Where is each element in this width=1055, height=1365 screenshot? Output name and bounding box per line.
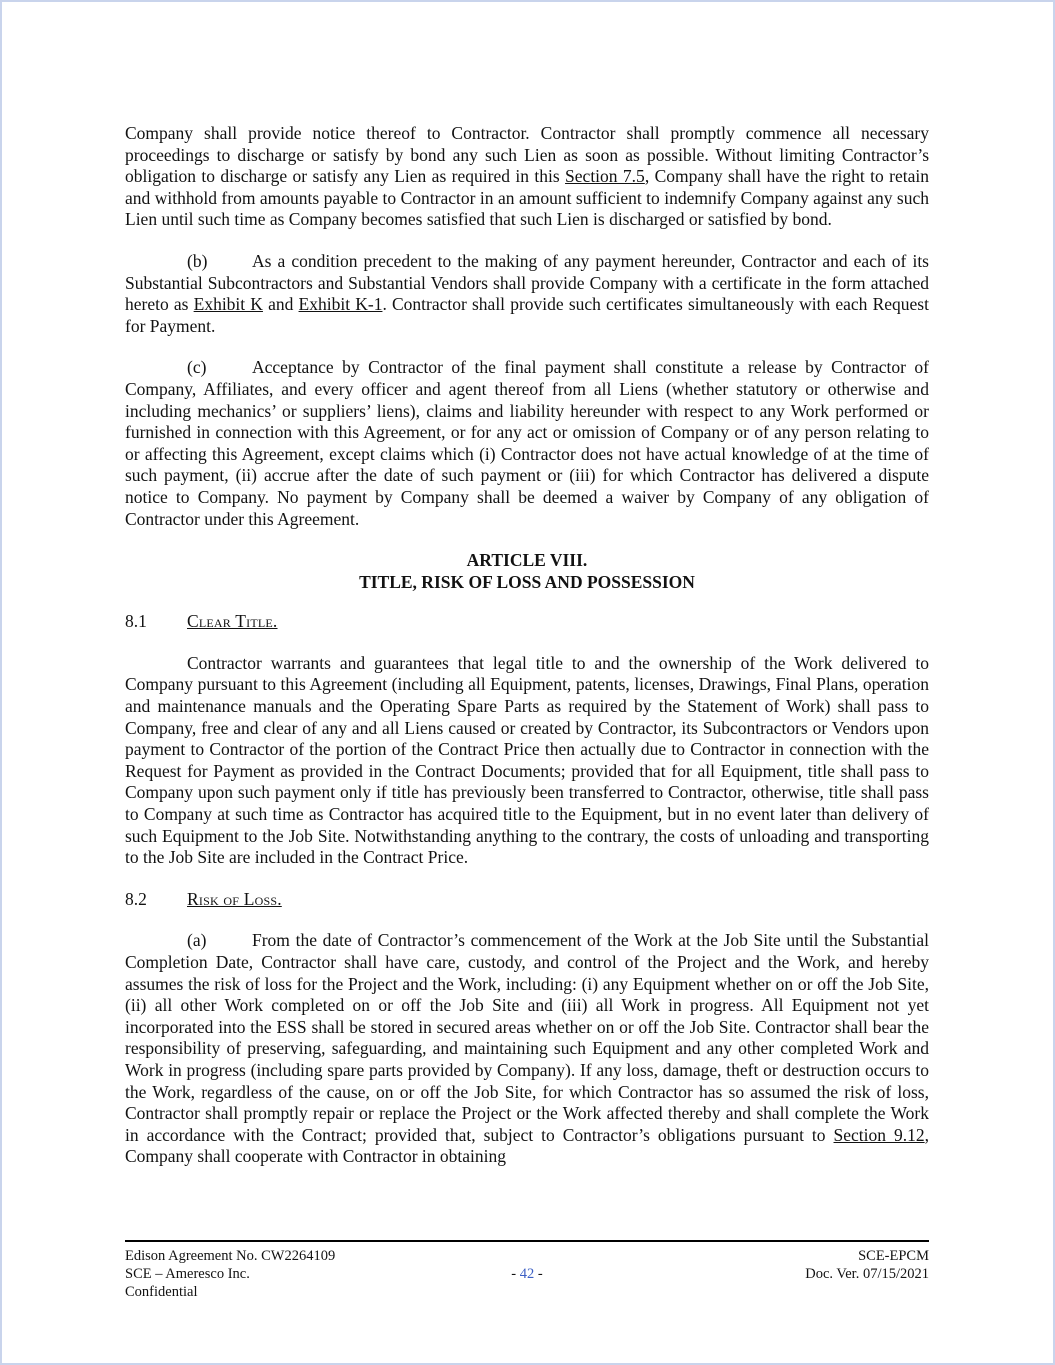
body-text: Company shall provide notice thereof to Contractor. Contractor shall promptly commence all necessary proceedings to discharge or satisfy by bond any such Lien as soon as possible. Without limiting Contractor’s obligation to discharge or satisfy any Lien as required in this xyxy=(125,123,929,187)
section-number: 8.1 xyxy=(125,611,147,632)
body-text: , Company shall cooperate with Contractor in obtaining xyxy=(125,1124,929,1167)
page-number-dash: - xyxy=(534,1266,543,1282)
agreement-number: Edison Agreement No. CW2264109 xyxy=(125,1248,336,1264)
doc-version: Doc. Ver. 07/15/2021 xyxy=(805,1266,929,1282)
confidential-label: Confidential xyxy=(125,1284,198,1300)
body-text: Acceptance by Contractor of the final payment shall constitute a release by Contractor of Company, Affiliates, and every officer and agent thereof from all Liens (whether statutory or otherwise and including mechanics’ or suppliers’ liens), claims and liability hereunder with respect to any Work performed or furnished in connection with this Agreement, or for any act or omission of Company or of any person relating to or affecting this Agreement, except claims which (i) Contractor does not have actual knowledge of at the time of such payment, (ii) accrue after the date of such payment or (iii) for which Contractor has delivered a dispute notice to Company. No payment by Company shall be deemed a waiver by Company of any obligation of Contractor under this Agreement. xyxy=(125,357,929,529)
section-number: 8.2 xyxy=(125,888,147,909)
section-title: Clear Title. xyxy=(187,611,278,632)
section-8-1-heading xyxy=(125,611,929,633)
body-text: and xyxy=(262,294,299,315)
page-number-dash: - xyxy=(511,1266,520,1282)
exhibit-k-reference: Exhibit K xyxy=(193,294,263,315)
page-footer xyxy=(125,1240,929,1301)
page-number xyxy=(125,1265,929,1283)
paragraph-label: (b) xyxy=(187,250,208,271)
doc-type-label: SCE-EPCM xyxy=(858,1248,929,1264)
paragraph-c-final-payment-release xyxy=(125,357,929,530)
body-text: , Company shall have the right to retain and withhold from amounts payable to Contractor in an amount sufficient to indemnify Company against any such Lien until such time as Company becomes satisfied that such Lien is discharged or satisfied by bond. xyxy=(125,166,929,230)
article-viii-heading: ARTICLE VIII. xyxy=(466,550,588,571)
section-9-12-reference: Section 9.12 xyxy=(833,1124,925,1145)
paragraph-lien-discharge xyxy=(125,123,929,231)
body-text: Contractor warrants and guarantees that legal title to and the ownership of the Work delivered to Company pursuant to this Agreement (including all Equipment, patents, licenses, Drawings, Final Plans, operation and maintenance manuals and the Operating Spare Parts as required by the Statement of Work) shall pass to Company, free and clear of any and all Liens caused or created by Contractor, its Subcontractors or Vendors upon payment to Contractor of the portion of the Contract Price then actually due to Contractor in connection with the Request for Payment as provided in the Contract Documents; provided that for all Equipment, title shall pass to Company upon such payment only if title has previously been transferred to Contractor, otherwise, title shall pass to Company at such time as Contractor has acquired title to the Equipment, but in no event later than delivery of such Equipment to the Job Site. Notwithstanding anything to the contrary, the costs of unloading and transporting to the Job Site are included in the Contract Price. xyxy=(125,652,929,868)
paragraph-label: (a) xyxy=(187,930,207,951)
body-text: . Contractor shall provide such certificates simultaneously with each Request for Payment. xyxy=(125,294,929,336)
section-title: Risk of Loss. xyxy=(187,888,282,909)
parties-line: SCE – Ameresco Inc. xyxy=(125,1266,250,1282)
page-number-value: 42 xyxy=(519,1266,535,1282)
paragraph-label: (c) xyxy=(187,357,207,378)
paragraph-8-1-clear-title xyxy=(125,653,929,869)
page-body xyxy=(125,123,929,1188)
paragraph-a-risk-of-loss xyxy=(125,930,929,1168)
section-8-2-heading xyxy=(125,889,929,911)
exhibit-k-1-reference: Exhibit K-1 xyxy=(298,294,383,315)
paragraph-b-payment-certificates xyxy=(125,251,929,337)
body-text: As a condition precedent to the making of any payment hereunder, Contractor and each of its Substantial Subcontractors and Substantial Vendors shall provide Company with a certificate in the form attached hereto as xyxy=(125,250,929,315)
body-text: From the date of Contractor’s commencement of the Work at the Job Site until the Substantial Completion Date, Contractor shall have care, custody, and control of the Project and the Work, and hereby assumes the risk of loss for the Project and the Work, including: (i) any Equipment whether on or off the Job Site, (ii) all other Work completed on or off the Job Site and (iii) all Work in progress. All Equipment not yet incorporated into the ESS shall be stored in secured areas whether on or off the Job Site. Contractor shall bear the responsibility of preserving, safeguarding, and maintaining such Equipment and any other completed Work and Work in progress (including spare parts provided by Company). If any loss, damage, theft or destruction occurs to the Work, regardless of the cause, on or off the Job Site, for which Contractor has so assumed the risk of loss, Contractor shall promptly repair or replace the Project or the Work affected thereby and shall complete the Work in accordance with the Contract; provided that, subject to Contractor’s obligations pursuant to xyxy=(125,930,929,1145)
section-7-5-reference: Section 7.5 xyxy=(565,166,645,187)
article-viii-subtitle: TITLE, RISK OF LOSS AND POSSESSION xyxy=(359,571,695,592)
